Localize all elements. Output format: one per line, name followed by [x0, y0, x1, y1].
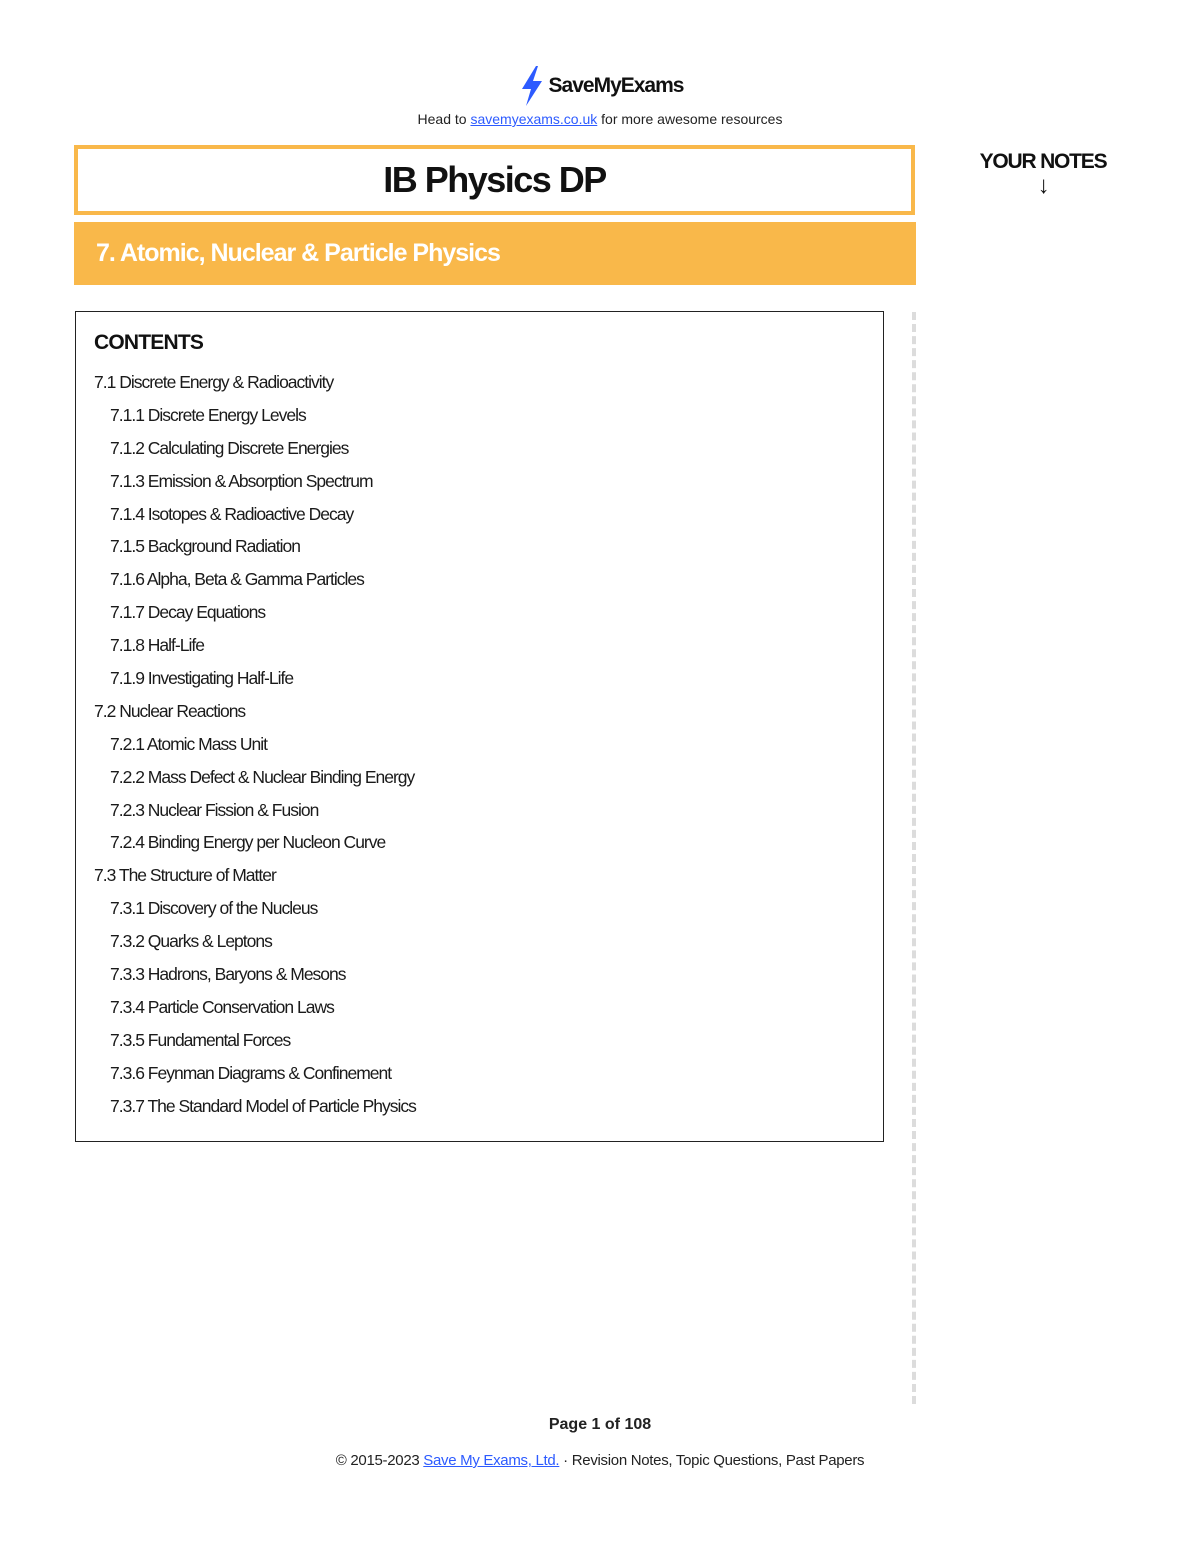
- toc-item[interactable]: 7.3.1 Discovery of the Nucleus: [110, 898, 318, 919]
- subject-banner: [74, 222, 916, 285]
- tagline-prefix: Head to: [417, 111, 471, 127]
- toc-item[interactable]: 7.1.5 Background Radiation: [110, 536, 300, 557]
- toc-item[interactable]: 7.1.2 Calculating Discrete Energies: [110, 437, 349, 458]
- tagline-suffix: for more awesome resources: [597, 111, 783, 127]
- page-number: Page 1 of 108: [548, 1416, 652, 1433]
- toc-item[interactable]: 7.1.4 Isotopes & Radioactive Decay: [110, 503, 354, 524]
- footer-copyright: [0, 1452, 1200, 1469]
- header-tagline: [0, 111, 1200, 127]
- page-title: IB Physics DP: [383, 159, 606, 200]
- brand-name: SaveMyExams: [548, 74, 684, 97]
- site-link[interactable]: savemyexams.co.uk: [470, 111, 598, 127]
- toc-item[interactable]: 7.3.2 Quarks & Leptons: [110, 931, 272, 952]
- toc-item[interactable]: 7.2 Nuclear Reactions: [94, 700, 246, 721]
- toc-item[interactable]: 7.1 Discrete Energy & Radioactivity: [94, 372, 334, 392]
- table-of-contents: [0, 368, 416, 1124]
- contents-heading: CONTENTS: [94, 331, 204, 354]
- toc-item[interactable]: 7.3.3 Hadrons, Baryons & Mesons: [110, 964, 346, 985]
- toc-item[interactable]: 7.1.8 Half-Life: [110, 635, 204, 656]
- lightning-bolt-icon: [517, 64, 547, 108]
- toc-item[interactable]: 7.3 The Structure of Matter: [94, 865, 276, 886]
- toc-item[interactable]: 7.3.5 Fundamental Forces: [110, 1029, 291, 1050]
- toc-item[interactable]: 7.1.3 Emission & Absorption Spectrum: [110, 470, 373, 491]
- toc-item[interactable]: 7.3.4 Particle Conservation Laws: [110, 996, 334, 1017]
- toc-item[interactable]: 7.1.7 Decay Equations: [110, 602, 266, 623]
- toc-item[interactable]: 7.2.4 Binding Energy per Nucleon Curve: [110, 832, 386, 853]
- subject-title: 7. Atomic, Nuclear & Particle Physics: [96, 239, 500, 267]
- copyright-prefix: © 2015-2023: [335, 1452, 424, 1469]
- toc-item[interactable]: 7.2.2 Mass Defect & Nuclear Binding Energy: [110, 766, 415, 787]
- notes-divider: [912, 312, 916, 1404]
- toc-item[interactable]: 7.1.9 Investigating Half-Life: [110, 668, 294, 689]
- company-link[interactable]: Save My Exams, Ltd.: [423, 1452, 560, 1469]
- title-box: [74, 145, 915, 215]
- brand-logo: [0, 64, 1200, 108]
- toc-item[interactable]: 7.1.1 Discrete Energy Levels: [110, 404, 306, 425]
- toc-item[interactable]: 7.3.6 Feynman Diagrams & Confinement: [110, 1062, 392, 1083]
- copyright-suffix: · Revision Notes, Topic Questions, Past Papers: [559, 1452, 865, 1469]
- your-notes-text: YOUR NOTES: [979, 150, 1107, 173]
- arrow-down-icon: ↓: [1037, 172, 1049, 199]
- toc-item[interactable]: 7.3.7 The Standard Model of Particle Physics: [110, 1095, 416, 1116]
- toc-item[interactable]: 7.1.6 Alpha, Beta & Gamma Particles: [110, 569, 364, 590]
- toc-item[interactable]: 7.2.3 Nuclear Fission & Fusion: [110, 799, 319, 820]
- your-notes-label: [968, 150, 1118, 198]
- toc-item[interactable]: 7.2.1 Atomic Mass Unit: [110, 733, 267, 754]
